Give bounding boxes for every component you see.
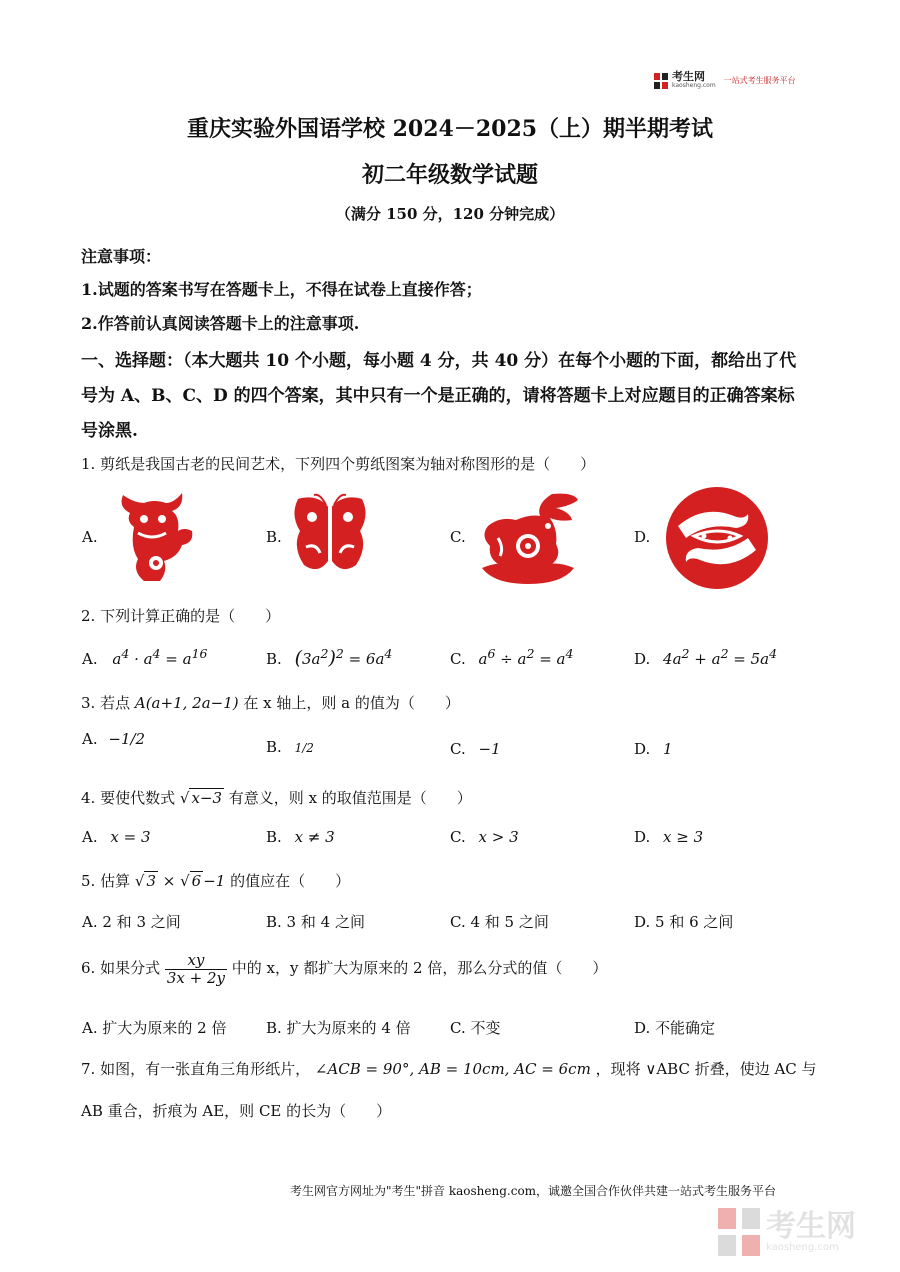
q3-option-d-value: 1 [663, 740, 673, 758]
q3-option-c [450, 740, 501, 758]
q2-option-a [82, 646, 207, 668]
q4-option-b-label: B. [266, 828, 282, 846]
q4-option-d-value: x ≥ 3 [663, 828, 704, 846]
section1-line2: 号为 A、B、C、D 的四个答案，其中只有一个是正确的，请将答题卡上对应题目的正确答案标 [81, 386, 795, 406]
header-domain: kaosheng.com [672, 82, 716, 89]
q4-option-b-value: x ≠ 3 [294, 828, 335, 846]
q4-option-c [450, 828, 519, 846]
q5-stem [81, 870, 350, 891]
header-logo [654, 72, 796, 89]
q4-stem [81, 787, 472, 808]
q4-radicand: x−3 [191, 789, 223, 807]
q3-option-a-value: −1/2 [108, 730, 146, 748]
q4-option-c-label: C. [450, 828, 466, 846]
q6-frac-num: xy [165, 952, 227, 970]
q6-option-a: A. 扩大为原来的 2 倍 [82, 1019, 227, 1037]
exam-subtitle: 初二年级数学试题 [361, 162, 538, 188]
q1-option-c: C. [450, 528, 466, 546]
q4-stem-post: 有意义，则 x 的取值范围是（ ） [228, 789, 472, 807]
header-brand: 考生网 [672, 70, 705, 83]
note-item-2: 2.作答前认真阅读答题卡上的注意事项. [81, 314, 360, 333]
q4-radical: √ x−3 [179, 789, 223, 807]
q3-stem-post: 在 x 轴上，则 a 的值为（ ） [243, 694, 460, 712]
q7-line1-post: ，现将 ∨ABC 折叠，使边 AC 与 [595, 1060, 817, 1078]
footer-text: 考生网官方网址为"考生"拼音 kaosheng.com，诚邀全国合作伙伴共建一站式考生服务平台 [290, 1184, 777, 1198]
q5-expr-tail: −1 [203, 872, 226, 890]
q6-stem-pre: 6. 如果分式 [81, 959, 161, 977]
q6-stem-post: 中的 x，y 都扩大为原来的 2 倍，那么分式的值（ ） [231, 959, 608, 977]
section1-line3: 号涂黑. [81, 421, 138, 441]
q2-option-d [634, 646, 777, 668]
notes-heading: 注意事项： [81, 247, 162, 266]
q4-option-c-value: x > 3 [478, 828, 519, 846]
watermark-text: 考生网 [766, 1208, 856, 1244]
rabbit-papercut-image [474, 490, 582, 586]
header-slogan: 一站式考生服务平台 [723, 76, 796, 85]
q1-option-d: D. [634, 528, 651, 546]
q3-option-c-label: C. [450, 740, 466, 758]
q4-option-b [266, 828, 335, 846]
q3-option-b-value: 1/2 [294, 741, 314, 755]
q7-line2: AB 重合，折痕为 AE，则 CE 的长为（ ） [81, 1102, 392, 1120]
q6-fraction [165, 952, 227, 986]
q2-stem: 2. 下列计算正确的是（ ） [81, 607, 281, 625]
q2-option-a-label: A. [82, 650, 98, 668]
q2-option-b [266, 646, 392, 669]
q6-option-d: D. 不能确定 [634, 1019, 716, 1037]
q3-option-d [634, 740, 673, 758]
q2-option-b-expr: $(3a^2)^2 = 6a^4$ [294, 646, 393, 669]
q3-option-a-label: A. [82, 730, 98, 748]
q1-stem: 1. 剪纸是我国古老的民间艺术，下列四个剪纸图案为轴对称图形的是（ ） [81, 455, 596, 473]
q4-option-d [634, 828, 703, 846]
q4-option-d-label: D. [634, 828, 651, 846]
q1-option-b: B. [266, 528, 282, 546]
footer-watermark [718, 1208, 856, 1256]
q1-option-a: A. [82, 528, 98, 546]
q3-stem [81, 692, 460, 713]
watermark-logo-icon [718, 1208, 760, 1256]
q6-stem [81, 952, 607, 986]
q4-option-a-label: A. [82, 828, 98, 846]
q5-option-d: D. 5 和 6 之间 [634, 913, 734, 931]
ox-papercut-image [108, 487, 200, 587]
q2-option-c-label: C. [450, 650, 466, 668]
q2-option-d-label: D. [634, 650, 651, 668]
q3-option-c-value: −1 [478, 740, 501, 758]
q5-stem-pre: 5. 估算 [81, 872, 131, 890]
q3-option-d-label: D. [634, 740, 651, 758]
q3-option-b [266, 738, 314, 756]
q3-option-a [82, 730, 145, 748]
q7-line1-pre: 7. 如图，有一张直角三角形纸片， [81, 1060, 311, 1078]
q6-option-c: C. 不变 [450, 1019, 501, 1037]
q7-line1-math: ∠ACB = 90°, AB = 10cm, AC = 6cm [314, 1060, 591, 1078]
q7-line1 [81, 1058, 817, 1079]
score-note: （满分 150 分，120 分钟完成） [335, 205, 565, 223]
exam-title: 重庆实验外国语学校 2024－2025（上）期半期考试 [186, 116, 714, 142]
q2-option-c-expr: $a^6 \div a^2 = a^4$ [478, 646, 574, 668]
q2-option-b-label: B. [266, 650, 282, 668]
note-item-1: 1.试题的答案书写在答题卡上，不得在试卷上直接作答； [81, 280, 482, 299]
q3-point: A(a+1, 2a−1) [134, 694, 239, 712]
q4-option-a [82, 828, 151, 846]
q5-option-b: B. 3 和 4 之间 [266, 913, 365, 931]
watermark-domain: kaosheng.com [766, 1241, 839, 1253]
q4-option-a-value: x = 3 [110, 828, 151, 846]
q4-stem-pre: 4. 要使代数式 [81, 789, 176, 807]
q6-frac-den: 3x + 2y [166, 968, 225, 987]
fish-circle-papercut-image [664, 486, 770, 590]
q5-radicand-b: 6 [191, 872, 202, 890]
kaosheng-logo-icon [654, 73, 668, 89]
q5-option-c: C. 4 和 5 之间 [450, 913, 549, 931]
q3-stem-pre: 3. 若点 [81, 694, 131, 712]
q2-option-d-expr: $4a^2 + a^2 = 5a^4$ [663, 646, 778, 668]
q5-stem-post: 的值应在（ ） [230, 872, 351, 890]
q6-option-b: B. 扩大为原来的 4 倍 [266, 1019, 411, 1037]
butterfly-papercut-image [288, 491, 372, 583]
q5-option-a: A. 2 和 3 之间 [82, 913, 181, 931]
q2-option-a-expr: $a^4 \cdot a^4 = a^{16}$ [112, 646, 208, 668]
q5-expression: √ 3 × √ 6 −1 [134, 872, 226, 890]
section1-line1: 一、选择题：（本大题共 10 个小题，每小题 4 分，共 40 分）在每个小题的下面，都给出了代 [81, 351, 797, 371]
q3-option-b-label: B. [266, 738, 282, 756]
q5-radicand-a: 3 [146, 872, 156, 890]
q2-option-c [450, 646, 573, 668]
